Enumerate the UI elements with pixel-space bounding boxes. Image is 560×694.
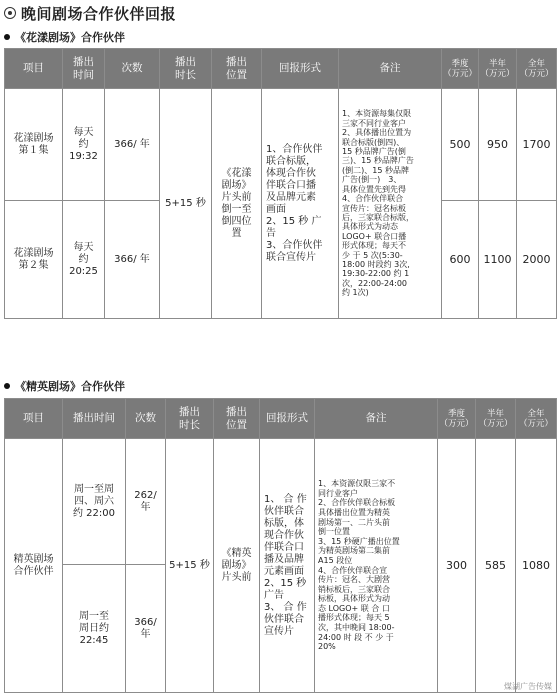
cell-quarter-price: 600	[442, 201, 479, 319]
cell-quarter-price: 300	[438, 439, 476, 693]
header-quarter: 季度 （万元）	[438, 399, 476, 439]
header-full-year: 全年 （万元）	[517, 49, 557, 89]
header-count: 次数	[126, 399, 166, 439]
header-time: 播出 时间	[63, 49, 105, 89]
huayang-table	[4, 48, 557, 319]
cell-quarter-price: 500	[442, 89, 479, 201]
cell-full-year-price: 2000	[517, 201, 557, 319]
circle-bullet-icon	[4, 7, 16, 19]
cell-position: 《精英 剧场》 片头前	[214, 439, 260, 693]
header-full-year: 全年 （万元）	[516, 399, 557, 439]
table-header-row	[5, 399, 557, 439]
cell-count: 366/ 年	[105, 201, 160, 319]
cell-count: 262/ 年	[126, 439, 166, 565]
table-header-row	[5, 49, 557, 89]
page-title	[4, 2, 176, 24]
cell-count: 366/ 年	[105, 89, 160, 201]
section-title-huayang	[4, 29, 125, 45]
cell-form: 1、 合 作 伙伴联合 标版，体 现合作伙 伴联合口 播及品牌 元素画面 2、15 秒 广告 3、 合 作 伙伴联合 宣传片	[260, 439, 315, 693]
cell-time: 每天 约 19:32	[63, 89, 105, 201]
header-quarter: 季度 （万元）	[442, 49, 479, 89]
cell-position: 《花漾 剧场》 片头前 倒一至 倒四位 置	[212, 89, 262, 319]
watermark: 煤湖广告传媒	[504, 682, 552, 691]
cell-project: 花漾剧场 第２集	[5, 201, 63, 319]
cell-half-year-price: 1100	[479, 201, 517, 319]
header-form: 回报形式	[260, 399, 315, 439]
cell-project: 精英剧场 合作伙伴	[5, 439, 63, 693]
page-title-text: 晚间剧场合作伙伴回报	[21, 4, 177, 23]
section-title-jingying	[4, 378, 125, 394]
header-position: 播出 位置	[212, 49, 262, 89]
cell-project: 花漾剧场 第１集	[5, 89, 63, 201]
cell-time: 每天 约 20:25	[63, 201, 105, 319]
cell-half-year-price: 585	[476, 439, 516, 693]
cell-full-year-price: 1080	[516, 439, 557, 693]
cell-form: 1、合作伙伴 联合标版， 体现合作伙 伴联合口播 及品牌元素 画面 2、15 秒 广 告 3、合作伙伴 联合宣传片	[262, 89, 339, 319]
cell-remark: 1、本资源每集仅限 三家不同行业客户 2、具体播出位置为 联合标版(倒四)、 15 秒品牌广告(倒 三)、15 秒品牌广告 (倒二)、15 秒品牌 广告(倒一) 3、 具体位置先到先得 4、合作伙伴联合 宣传片：冠名标板 后，三家联合标版， 具体形式为动态 LOGO+ 联合口播 形式体现；每天不 少 于 5 次(5:30- 18:00 时段约 3次, 19:30-22:00 约 1 次，22:00-24:00 约 1次)	[339, 89, 442, 319]
cell-duration: 5+15 秒	[166, 439, 214, 693]
section-title-text: 《花漾剧场》合作伙伴	[15, 31, 125, 44]
cell-count: 366/ 年	[126, 565, 166, 693]
header-project: 项目	[5, 399, 63, 439]
header-position: 播出 位置	[214, 399, 260, 439]
header-duration: 播出 时长	[160, 49, 212, 89]
cell-full-year-price: 1700	[517, 89, 557, 201]
dot-bullet-icon	[4, 383, 10, 389]
header-half-year: 半年 （万元）	[479, 49, 517, 89]
header-duration: 播出 时长	[166, 399, 214, 439]
section-title-text: 《精英剧场》合作伙伴	[15, 380, 125, 393]
dot-bullet-icon	[4, 34, 10, 40]
header-remark: 备注	[339, 49, 442, 89]
header-project: 项目	[5, 49, 63, 89]
header-half-year: 半年 （万元）	[476, 399, 516, 439]
header-count: 次数	[105, 49, 160, 89]
cell-time: 周一至周 四、周六 约 22:00	[63, 439, 126, 565]
table-row	[5, 439, 557, 565]
header-remark: 备注	[315, 399, 438, 439]
header-time: 播出时间	[63, 399, 126, 439]
cell-remark: 1、本资源仅限三家不 同行业客户 2、合作伙伴联合标板 具体播出位置为精英 剧场第一、二片头前 倒一位置 3、15 秒硬广播出位置 为精英剧场第二集前 A15 段位 4、合作伙伴联合宣 传片：冠名、大剧营 销标板后，三家联合 标板，具体形式为动 态 LOGO+ 联 合 口 播形式体现；每天 5 次，其中晚间 18:00- 24:00 时 段 不 少 于 20%	[315, 439, 438, 693]
jingying-table	[4, 398, 557, 693]
cell-half-year-price: 950	[479, 89, 517, 201]
header-form: 回报形式	[262, 49, 339, 89]
table-row	[5, 89, 557, 201]
cell-time: 周一至 周日约 22:45	[63, 565, 126, 693]
cell-duration: 5+15 秒	[160, 89, 212, 319]
